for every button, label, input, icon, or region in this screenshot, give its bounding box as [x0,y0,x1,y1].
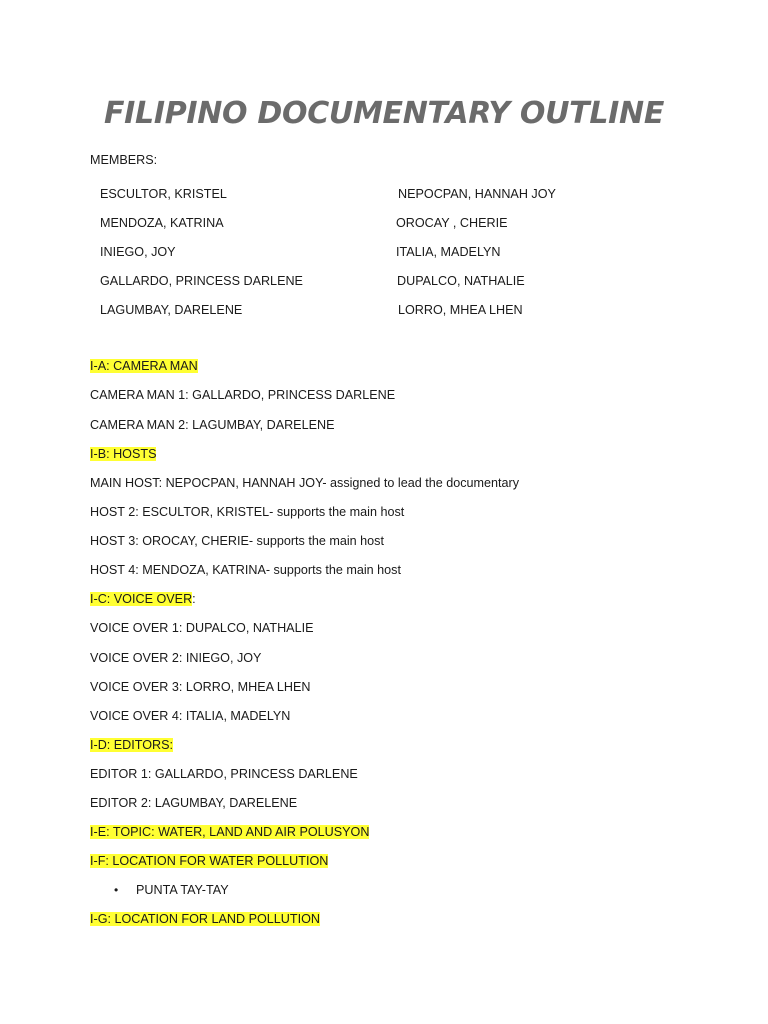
member-left-2: MENDOZA, KATRINA [100,216,224,230]
member-left-5: LAGUMBAY, DARELENE [100,303,243,317]
voice-over-heading-text: I-C: VOICE OVER [90,592,193,606]
land-location-heading-text: I-G: LOCATION FOR LAND POLLUTION [90,912,320,926]
member-right-3: ITALIA, MADELYN [396,245,501,259]
host-2: HOST 2: ESCULTOR, KRISTEL- supports the main host [90,505,405,519]
camera-man-2: CAMERA MAN 2: LAGUMBAY, DARELENE [90,418,335,432]
member-left-4: GALLARDO, PRINCESS DARLENE [100,274,303,288]
editors-heading [90,737,173,753]
voice-over-4: VOICE OVER 4: ITALIA, MADELYN [90,709,291,723]
host-3: HOST 3: OROCAY, CHERIE- supports the main host [90,534,384,548]
member-left-3: INIEGO, JOY [100,245,176,259]
topic-heading-text: I-E: TOPIC: WATER, LAND AND AIR POLUSYON [90,825,370,839]
document-title: FILIPINO DOCUMENTARY OUTLINE [103,96,665,131]
camera-man-1: CAMERA MAN 1: GALLARDO, PRINCESS DARLENE [90,388,396,402]
main-host: MAIN HOST: NEPOCPAN, HANNAH JOY- assigned to lead the documentary [90,476,520,490]
member-left-1: ESCULTOR, KRISTEL [100,187,227,201]
members-label: MEMBERS: [90,153,158,167]
host-4: HOST 4: MENDOZA, KATRINA- supports the main host [90,563,401,577]
voice-over-1: VOICE OVER 1: DUPALCO, NATHALIE [90,621,314,635]
member-right-4: DUPALCO, NATHALIE [397,274,525,288]
water-location-item: PUNTA TAY-TAY [136,883,229,897]
voice-over-3: VOICE OVER 3: LORRO, MHEA LHEN [90,680,311,694]
hosts-heading [90,446,156,462]
hosts-heading-text: I-B: HOSTS [90,447,157,461]
land-location-heading [90,911,320,927]
water-location-heading-text: I-F: LOCATION FOR WATER POLLUTION [90,854,329,868]
editor-2: EDITOR 2: LAGUMBAY, DARELENE [90,796,298,810]
bullet-icon: • [114,883,119,897]
topic-heading [90,824,369,840]
editor-1: EDITOR 1: GALLARDO, PRINCESS DARLENE [90,767,358,781]
camera-heading [90,358,198,374]
camera-heading-text: I-A: CAMERA MAN [90,359,198,373]
editors-heading-text: I-D: EDITORS: [90,738,174,752]
member-right-1: NEPOCPAN, HANNAH JOY [398,187,556,201]
voice-over-2: VOICE OVER 2: INIEGO, JOY [90,651,262,665]
voice-over-heading-colon: : [192,592,196,606]
water-location-heading [90,853,328,869]
member-right-2: OROCAY , CHERIE [396,216,508,230]
voice-over-heading [90,591,196,607]
member-right-5: LORRO, MHEA LHEN [398,303,523,317]
